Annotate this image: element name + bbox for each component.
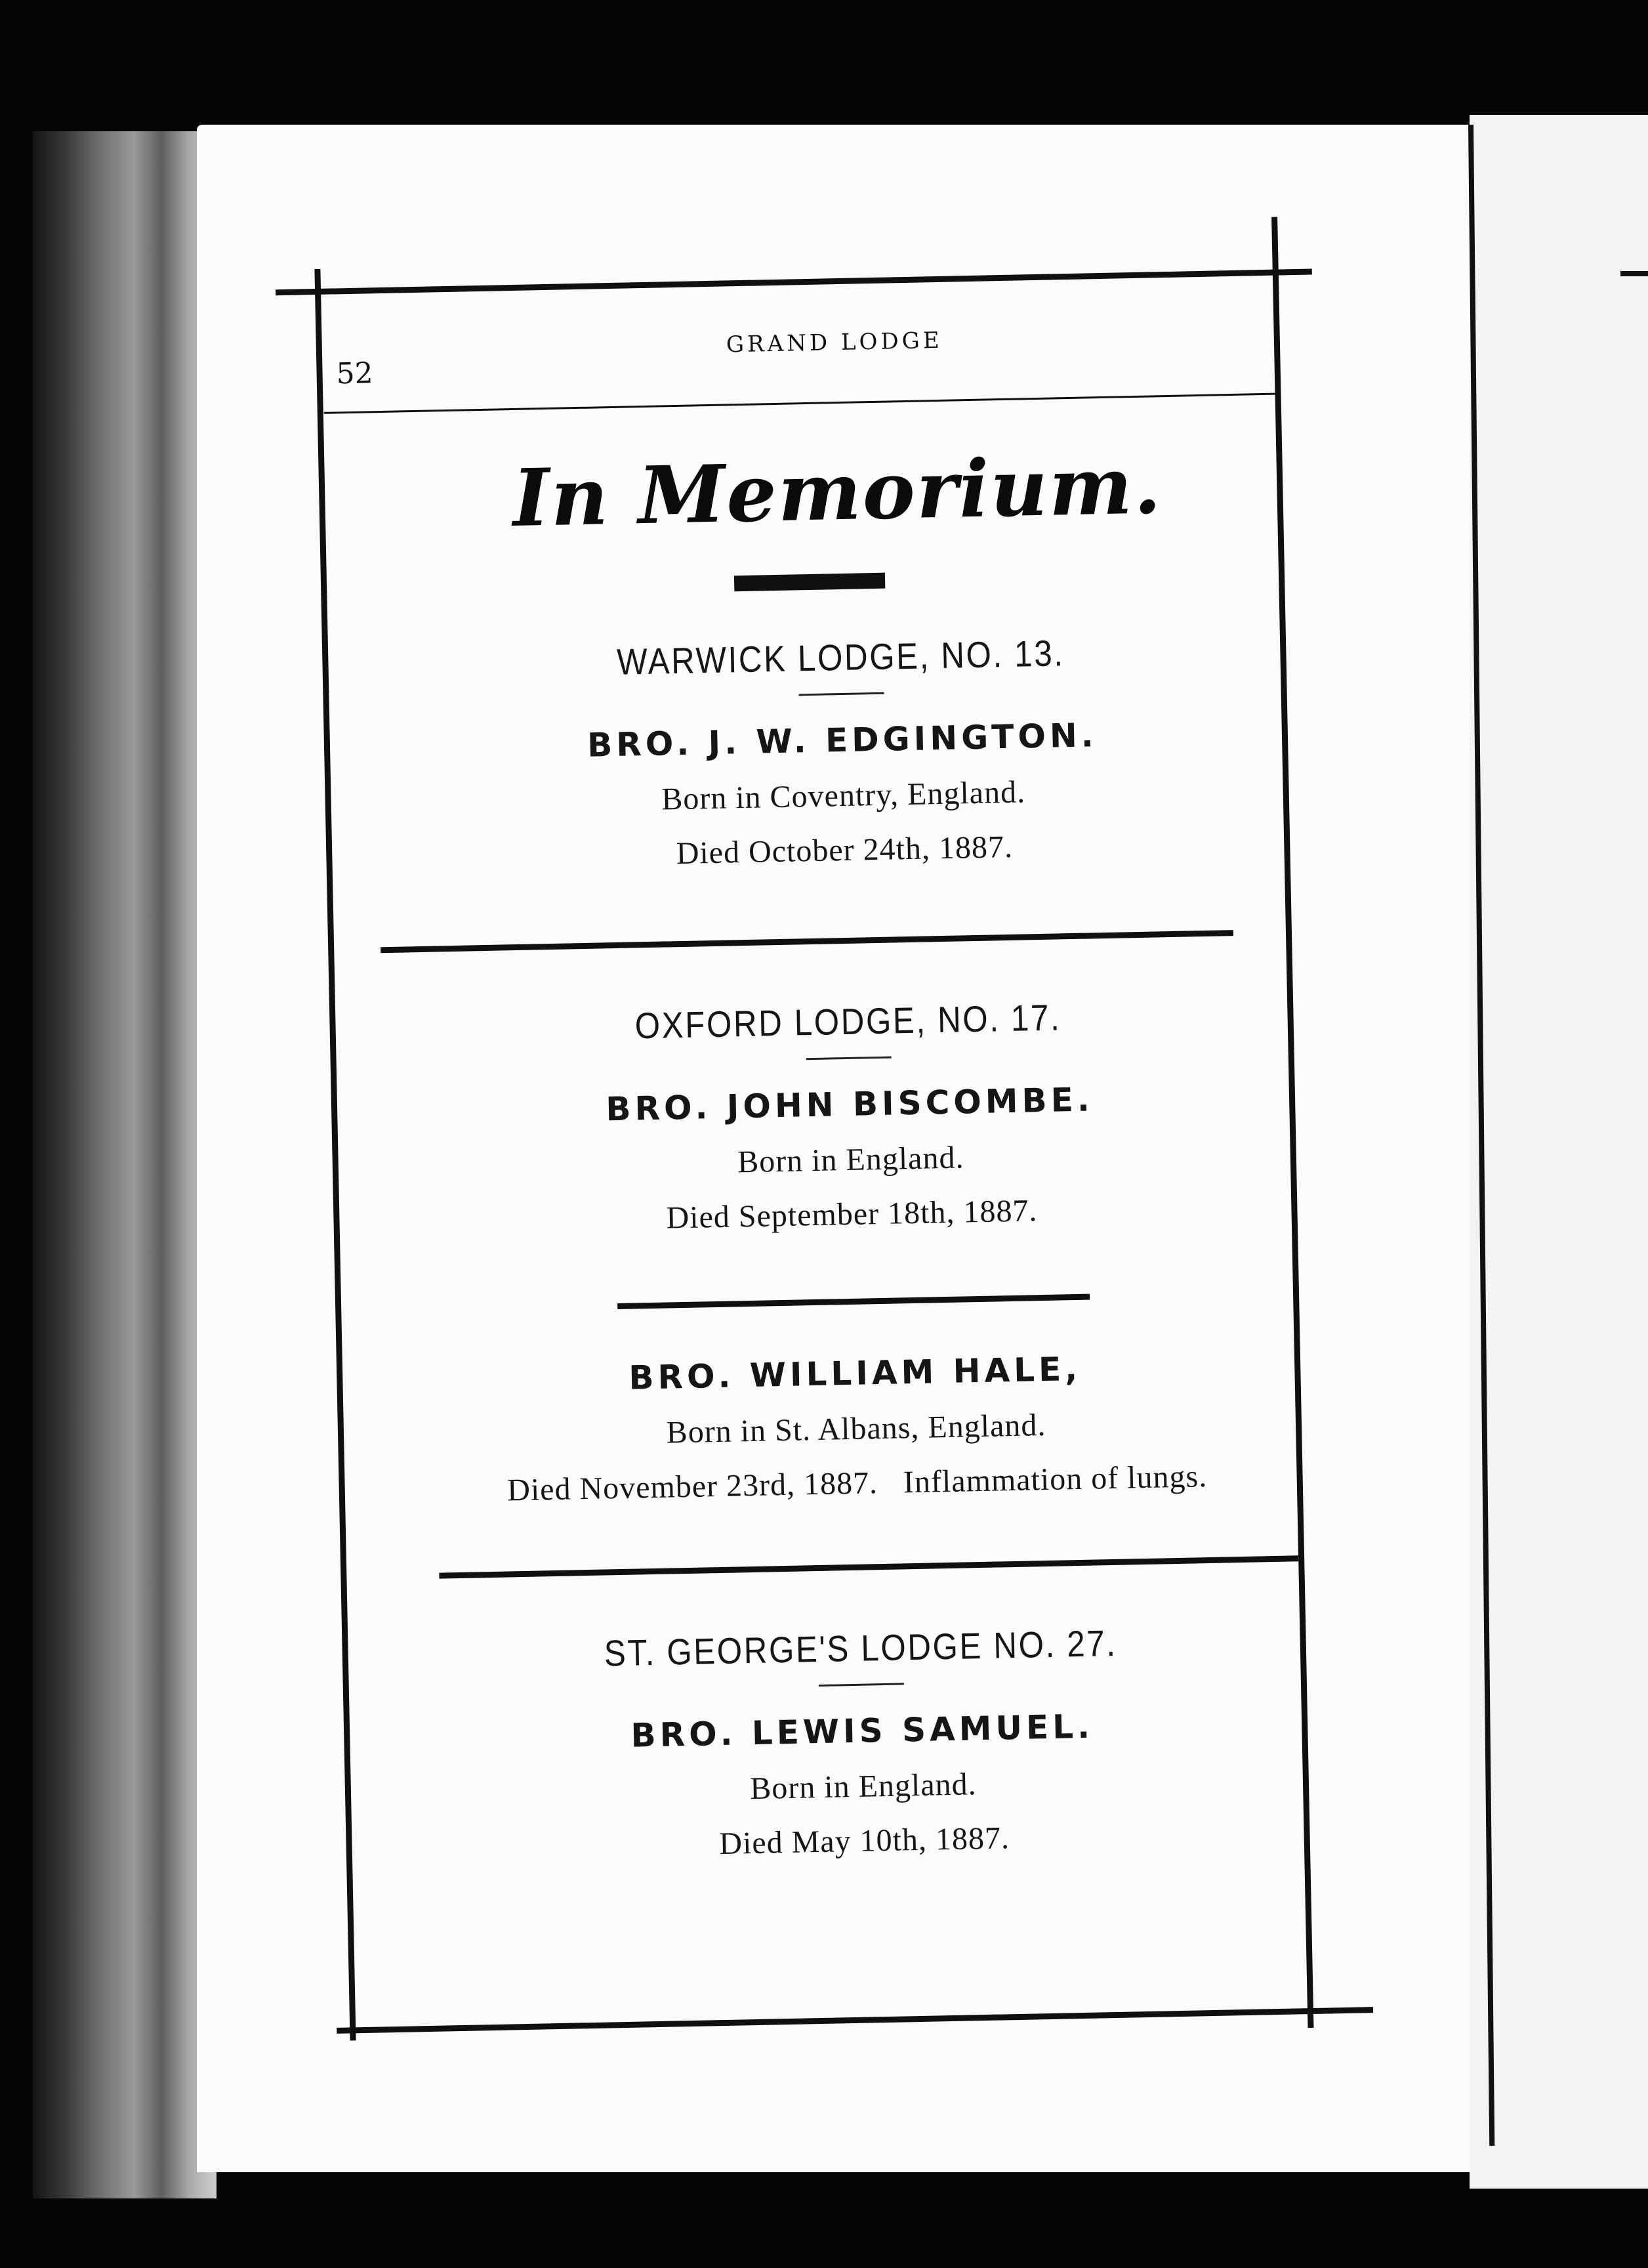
running-head: GRAND LODGE xyxy=(726,327,943,358)
birth-line: Born in England. xyxy=(749,1767,978,1807)
brother-name: BRO. JOHN BISCOMBE. xyxy=(605,1080,1094,1129)
memorial-frame xyxy=(315,268,1386,2021)
page-title: In Memorium. xyxy=(511,439,1163,545)
birth-line: Born in Coventry, England. xyxy=(661,774,1026,817)
facing-page-rule-mark xyxy=(1620,271,1648,276)
short-divider xyxy=(806,1057,892,1060)
brother-name: BRO. J. W. EDGINGTON. xyxy=(587,716,1098,765)
section-divider xyxy=(381,930,1233,953)
lodge-name: WARWICK LODGE, NO. 13. xyxy=(616,632,1065,682)
death-line: Died May 10th, 1887. xyxy=(718,1820,1010,1862)
facing-page xyxy=(1470,115,1648,2189)
page-number: 52 xyxy=(336,356,374,391)
birth-line: Born in England. xyxy=(737,1140,964,1180)
title-underline-bar xyxy=(734,573,885,592)
death-line: Died November 23rd, 1887. Inflammation of lungs. xyxy=(506,1459,1208,1508)
birth-line: Born in St. Albans, England. xyxy=(666,1407,1046,1450)
section-divider xyxy=(439,1555,1298,1578)
memorial-entry xyxy=(329,990,1370,1243)
brother-name: BRO. LEWIS SAMUEL. xyxy=(630,1707,1094,1755)
section-divider xyxy=(617,1294,1090,1309)
brother-name: BRO. WILLIAM HALE, xyxy=(628,1349,1082,1397)
death-line: Died September 18th, 1887. xyxy=(666,1193,1038,1236)
death-line: Died October 24th, 1887. xyxy=(676,829,1014,872)
memorial-entry xyxy=(322,625,1363,879)
header-rule xyxy=(324,393,1275,414)
short-divider xyxy=(799,692,884,696)
short-divider xyxy=(819,1683,904,1687)
lodge-name: OXFORD LODGE, NO. 17. xyxy=(634,996,1061,1047)
book-page-edges xyxy=(33,131,216,2198)
memorial-entry xyxy=(342,1616,1383,1870)
memorial-entry xyxy=(337,1344,1376,1512)
lodge-name: ST. GEORGE'S LODGE NO. 27. xyxy=(604,1622,1118,1674)
